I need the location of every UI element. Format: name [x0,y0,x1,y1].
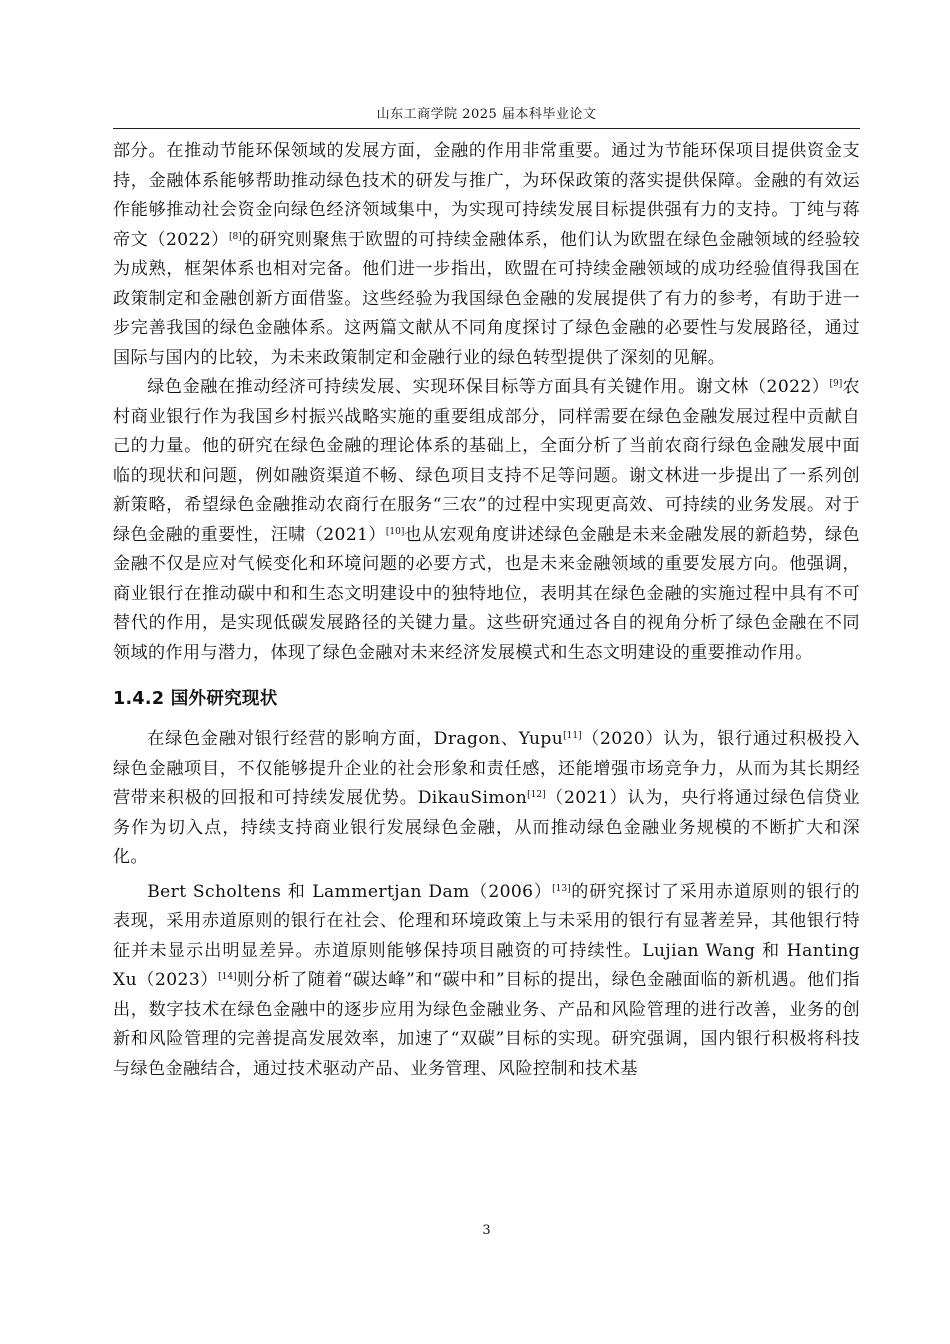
paragraph-foreign-research-1 [113,725,860,873]
citation-ref: [13] [552,883,571,894]
paragraph-text: 农村商业银行作为我国乡村振兴战略实施的重要组成部分，同样需要在绿色金融发展过程中贡献自己的力量。他的研究在绿色金融的理论体系的基础上，全面分析了当前农商行绿色金融发展中面临的现状和问题，例如融资渠道不畅、绿色项目支持不足等问题。谢文林进一步提出了一系列创新策略，希望绿色金融推动农商行在服务“三农”的过程中实现更高效、可持续的业务发展。对于绿色金融的重要性，汪啸（2021） [113,377,860,545]
citation-ref: [11] [563,731,582,741]
paragraph-text: 的研究探讨了采用赤道原则的银行的表现，采用赤道原则的银行在社会、伦理和环境政策上与未采用的银行有显著差异，其他银行特征并未显示出明显差异。赤道原则能够保持项目融资的可持续性。Lujian Wang 和 Hanting Xu（2023） [113,881,860,990]
citation-ref: [10] [385,526,405,537]
paragraph-text: 绿色金融在推动经济可持续发展、实现环保目标等方面具有关键作用。谢文林（2022） [147,377,830,397]
paragraph-text: 也从宏观角度讲述绿色金融是未来金融发展的新趋势，绿色金融不仅是应对气候变化和环境问题的必要方式，也是未来金融领域的重要发展方向。他强调，商业银行在推动碳中和和生态文明建设中的独特地位，表明其在绿色金融的实施过程中具有不可替代的作用，是实现低碳发展路径的关键力量。这些研究通过各自的视角分析了绿色金融在不同领域的作用与潜力，体现了绿色金融对未来经济发展模式和生态文明建设的重要推动作用。 [113,524,860,663]
citation-ref: [8] [228,231,242,242]
paragraph-text: 部分。在推动节能环保领域的发展方面，金融的作用非常重要。通过为节能环保项目提供资金支持，金融体系能够帮助推动绿色技术的研发与推广，为环保政策的落实提供保障。金融的有效运作能够推动社会资金向绿色经济领域集中，为实现可持续发展目标提供强有力的支持。丁纯与蒋帝文（2022） [113,141,860,250]
paragraph-text: 的研究则聚焦于欧盟的可持续金融体系，他们认为欧盟在绿色金融领域的经验较为成熟，框架体系也相对完备。他们进一步指出，欧盟在可持续金融领域的成功经验值得我国在政策制定和金融创新方面借鉴。这些经验为我国绿色金融的发展提供了有力的参考，有助于进一步完善我国的绿色金融体系。这两篇文献从不同角度探讨了绿色金融的必要性与发展路径，通过国际与国内的比较，为未来政策制定和金融行业的绿色转型提供了深刻的见解。 [113,229,861,368]
body-text [113,137,860,1084]
paragraph-text: （2020）认为，银行通过积极投入绿色金融项目，不仅能够提升企业的社会形象和责任感，还能增强市场竞争力，从而为其长期经营带来积极的回报和可持续发展优势。DikauSimon [113,729,860,808]
page-number: 3 [482,1223,491,1238]
header-rule [113,128,860,129]
page-header: 山东工商学院 2025 届本科毕业论文 [376,107,597,122]
citation-ref: [12] [527,790,546,800]
paragraph-text: （2021）认为，央行将通过绿色信贷业务作为切入点，持续支持商业银行发展绿色金融，从而推动绿色金融业务规模的不断扩大和深化。 [113,788,860,867]
paragraph-foreign-research-2 [113,878,860,1085]
paragraph-continuation [113,137,860,373]
section-heading: 1.4.2 国外研究现状 [113,689,278,709]
paragraph-text: 则分析了随着“碳达峰”和“碳中和”目标的提出，绿色金融面临的新机遇。他们指出，数字技术在绿色金融中的逐步应用为绿色金融业务、产品和风险管理的进行改善，业务的创新和风险管理的完善提高发展效率，加速了“双碳”目标的实现。研究强调，国内银行积极将科技与绿色金融结合，通过技术驱动产品、业务管理、风险控制和技术基 [113,970,860,1079]
paragraph-text: Bert Scholtens 和 Lammertjan Dam（2006） [147,881,553,902]
citation-ref: [14] [218,972,237,982]
citation-ref: [9] [829,379,843,389]
paragraph-green-finance-domestic [113,373,860,668]
paragraph-text: 在绿色金融对银行经营的影响方面，Dragon、Yupu [147,729,564,749]
